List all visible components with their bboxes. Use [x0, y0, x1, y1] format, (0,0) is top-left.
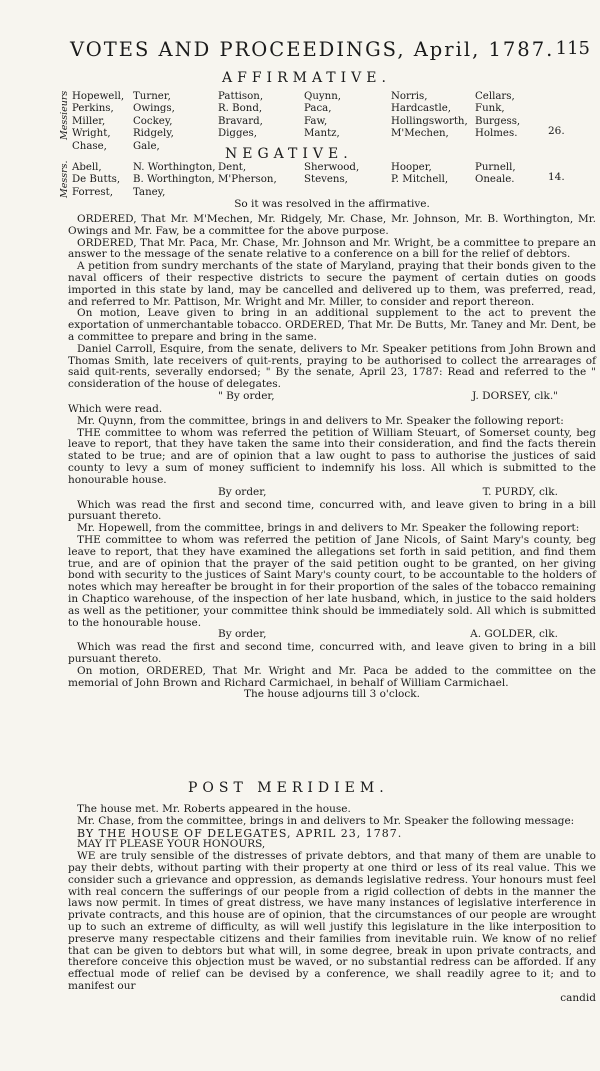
voter-name: Stevens, [304, 174, 348, 186]
voter-name: Owings, [133, 103, 175, 115]
voter-name: Perkins, [72, 103, 114, 115]
voter-name: Sherwood, [304, 162, 360, 173]
voter-name: Gale, [133, 140, 160, 152]
voter-name: M'Pherson, [218, 174, 277, 186]
voter-name: Faw, [304, 115, 328, 127]
voter-name: P. Mitchell, [391, 174, 449, 186]
voter-name: Quynn, [304, 91, 342, 102]
post-meridiem-title: POST MERIDIEM. [188, 780, 389, 796]
voter-name: Ridgely, [133, 128, 174, 140]
voter-name: M'Mechen, [391, 128, 449, 140]
salutation: MAY IT PLEASE YOUR HONOURS, [77, 838, 266, 851]
affirmative-col-3 [218, 91, 263, 141]
voter-name: De Butts, [72, 174, 121, 186]
signature-golder [68, 629, 596, 642]
message-body: WE are truly sensible of the distresses of private debtors, and that many of them are unable to pay their debts, without parting with their property at one third or less of its real value. This we consider such a grievance and oppression, as demands legislative redress. Your honours must feel with real concern the sufferings of our people from a rigid collection of debts in the manner the laws now permit. In times of great distress, we have many instances of legislative interference in private contracts, and this house are of opinion, that the circumstances of our people are wrought up to such an extreme of difficulty, as will well justify this legislature in the like interposition to preserve many respectable citizens and their families from inevitable ruin. We know of no relief that can be given to debtors but what will, in some degree, break in upon private contracts, and therefore conceive this objection must be waved, or no substantial redress can be afforded. If any effectual mode of relief can be devised by a conference, we shall readily agree to it; and to manifest our [68, 850, 596, 992]
affirmative-col-1 [72, 91, 124, 153]
voter-name: Miller, [72, 115, 106, 127]
voter-name: Funk, [475, 103, 505, 115]
voter-name: Forrest, [72, 186, 113, 198]
clerk-name: J. DORSEY, clk." [472, 389, 558, 402]
nicols-report: THE committee to whom was referred the petition of Jane Nicols, of Saint Mary's county, beg leave to report, that they have examined the allegations set forth in said petition, and find them true, and are of opinion that the prayer of the said petition ought to be granted, on her giving bond with security to the justices of Saint Mary's county court, to be accountable to the holders of notes which may hereafter be brought in for their proportion of the sales of the tobacco remaining in Chaptico warehouse, of the inspection of her late husband, which, in justice to the said holders as well as the petitioner, your committee think should be immediately sold. All which is submitted to the honourable house. [68, 533, 596, 629]
voter-name: Mantz, [304, 128, 340, 140]
clerk-name: T. PURDY, clk. [482, 485, 558, 498]
voter-name: Turner, [133, 91, 171, 102]
leave-bill-2: Which was read the first and second time, concurred with, and leave given to bring in a bill pursuant thereto. [68, 641, 596, 666]
merchants-petition: A petition from sundry merchants of the state of Maryland, praying that their bonds given to the naval officers of their respective districts to secure the payment of certain duties on goods imported in this state by land, may be cancelled and delivered up to them, was preferred, read, and referred to Mr. Pattison, Mr. Wright and Mr. Miller, to consider and report thereon. [68, 260, 596, 308]
carroll-petitions: Daniel Carroll, Esquire, from the senate, delivers to Mr. Speaker petitions from John Brown and Thomas Smith, late receivers of quit-rents, praying to be authorised to collect the arrearages of said quit-rents, severally endorsed; " By the senate, April 23, 1787: Read and referred to the " consideration of the house of delegates. [68, 342, 596, 391]
voter-name: Taney, [133, 186, 166, 198]
affirmative-title: AFFIRMATIVE. [222, 70, 391, 86]
negative-count: 14. [548, 171, 565, 183]
resolved-line [68, 199, 596, 211]
voter-name: Wright, [72, 128, 111, 140]
message-heading: BY THE HOUSE OF DELEGATES, APRIL 23, 1787. [77, 826, 403, 840]
affirmative-col-2 [133, 91, 175, 153]
which-read: Which were read. [68, 402, 163, 415]
negative-col-4 [304, 162, 359, 187]
carmichael-motion: On motion, ORDERED, That Mr. Wright and Mr. Paca be added to the committee on the memorial of John Brown and Richard Carmichael, in behalf of William Carmichael. [68, 664, 596, 689]
voter-name: Oneale. [475, 174, 515, 186]
voter-name: Holmes. [475, 128, 518, 140]
signature-dorsey [68, 391, 596, 404]
voter-name: Norris, [391, 91, 428, 102]
voter-name: Chase, [72, 140, 107, 152]
negative-col-6 [475, 162, 516, 187]
leave-bill-1: Which was read the first and second time, concurred with, and leave given to bring in a bill pursuant thereto. [68, 498, 596, 523]
quynn-report-intro: Mr. Quynn, from the committee, brings in and delivers to Mr. Speaker the following report: [77, 414, 564, 427]
voter-name: Dent, [218, 162, 247, 173]
clerk-name: A. GOLDER, clk. [470, 628, 558, 641]
page-number: 115 [555, 38, 590, 59]
house-met: The house met. Mr. Roberts appeared in the house. [77, 803, 351, 815]
negative-col-2 [133, 162, 216, 199]
hopewell-report-intro: Mr. Hopewell, from the committee, brings in and delivers to Mr. Speaker the following report: [77, 522, 580, 535]
by-order: By order, [218, 628, 267, 641]
voter-name: Hooper, [391, 162, 432, 173]
voter-name: Hardcastle, [391, 103, 451, 115]
voter-name: Bravard, [218, 115, 263, 127]
voter-name: Purnell, [475, 162, 516, 173]
negative-title: NEGATIVE. [225, 146, 353, 162]
running-title: VOTES AND PROCEEDINGS, April, 1787. [70, 38, 555, 61]
voter-name: Cellars, [475, 91, 515, 102]
resolved-text: So it was resolved in the affirmative. [234, 198, 430, 210]
voter-name: Paca, [304, 103, 332, 115]
negative-col-5 [391, 162, 448, 187]
affirmative-col-6 [475, 91, 520, 141]
negative-col-3 [218, 162, 277, 187]
tobacco-motion: On motion, Leave given to bring in an additional supplement to the act to prevent the exportation of unmerchantable tobacco. ORDERED, That Mr. De Butts, Mr. Taney and Mr. Dent, be a committee to prepare and bring in the same. [68, 307, 596, 343]
negative-side-label: Messrs. [59, 160, 70, 198]
voter-name: Hopewell, [72, 91, 125, 102]
voter-name: Hollingsworth, [391, 115, 468, 127]
voter-name: R. Bond, [218, 103, 263, 115]
voter-name: Abell, [72, 162, 102, 173]
voter-name: Digges, [218, 128, 257, 140]
chase-message-intro: Mr. Chase, from the committee, brings in and delivers to Mr. Speaker the following message: [77, 814, 575, 827]
morning-proceedings [68, 214, 596, 701]
afternoon-proceedings [68, 804, 596, 1005]
voter-name: B. Worthington, [133, 174, 215, 186]
signature-purdy [68, 487, 596, 500]
by-order: " By order, [218, 389, 275, 402]
voter-name: Cockey, [133, 115, 173, 127]
affirmative-col-4 [304, 91, 341, 141]
voter-name: Pattison, [218, 91, 264, 102]
affirmative-side-label: Messieurs [59, 90, 70, 140]
steuart-report: THE committee to whom was referred the petition of William Steuart, of Somerset county, beg leave to report, that they have taken the same into their consideration, and find the facts therein stated to be true; and are of opinion that a law ought to pass to authorise the justices of said county to levy a sum of money sufficient to indemnify his loss. All which is submitted to the honourable house. [68, 426, 596, 486]
page-header [70, 38, 590, 66]
catchword: candid [560, 991, 596, 1004]
negative-col-1 [72, 162, 120, 199]
affirmative-col-5 [391, 91, 468, 141]
voter-name: Burgess, [475, 115, 521, 127]
order-committee-paca: ORDERED, That Mr. Paca, Mr. Chase, Mr. Johnson and Mr. Wright, be a committee to prepare an answer to the message of the senate relative to a conference on a bill for the relief of debtors. [68, 236, 596, 261]
order-committee-mmechen: ORDERED, That Mr. M'Mechen, Mr. Ridgely, Mr. Chase, Mr. Johnson, Mr. B. Worthington, Mr. Owings and Mr. Faw, be a committee for the above purpose. [68, 213, 596, 237]
adjourn-line: The house adjourns till 3 o'clock. [244, 688, 420, 701]
affirmative-count: 26. [548, 125, 565, 137]
voter-name: N. Worthington, [133, 162, 216, 173]
by-order: By order, [218, 485, 267, 498]
